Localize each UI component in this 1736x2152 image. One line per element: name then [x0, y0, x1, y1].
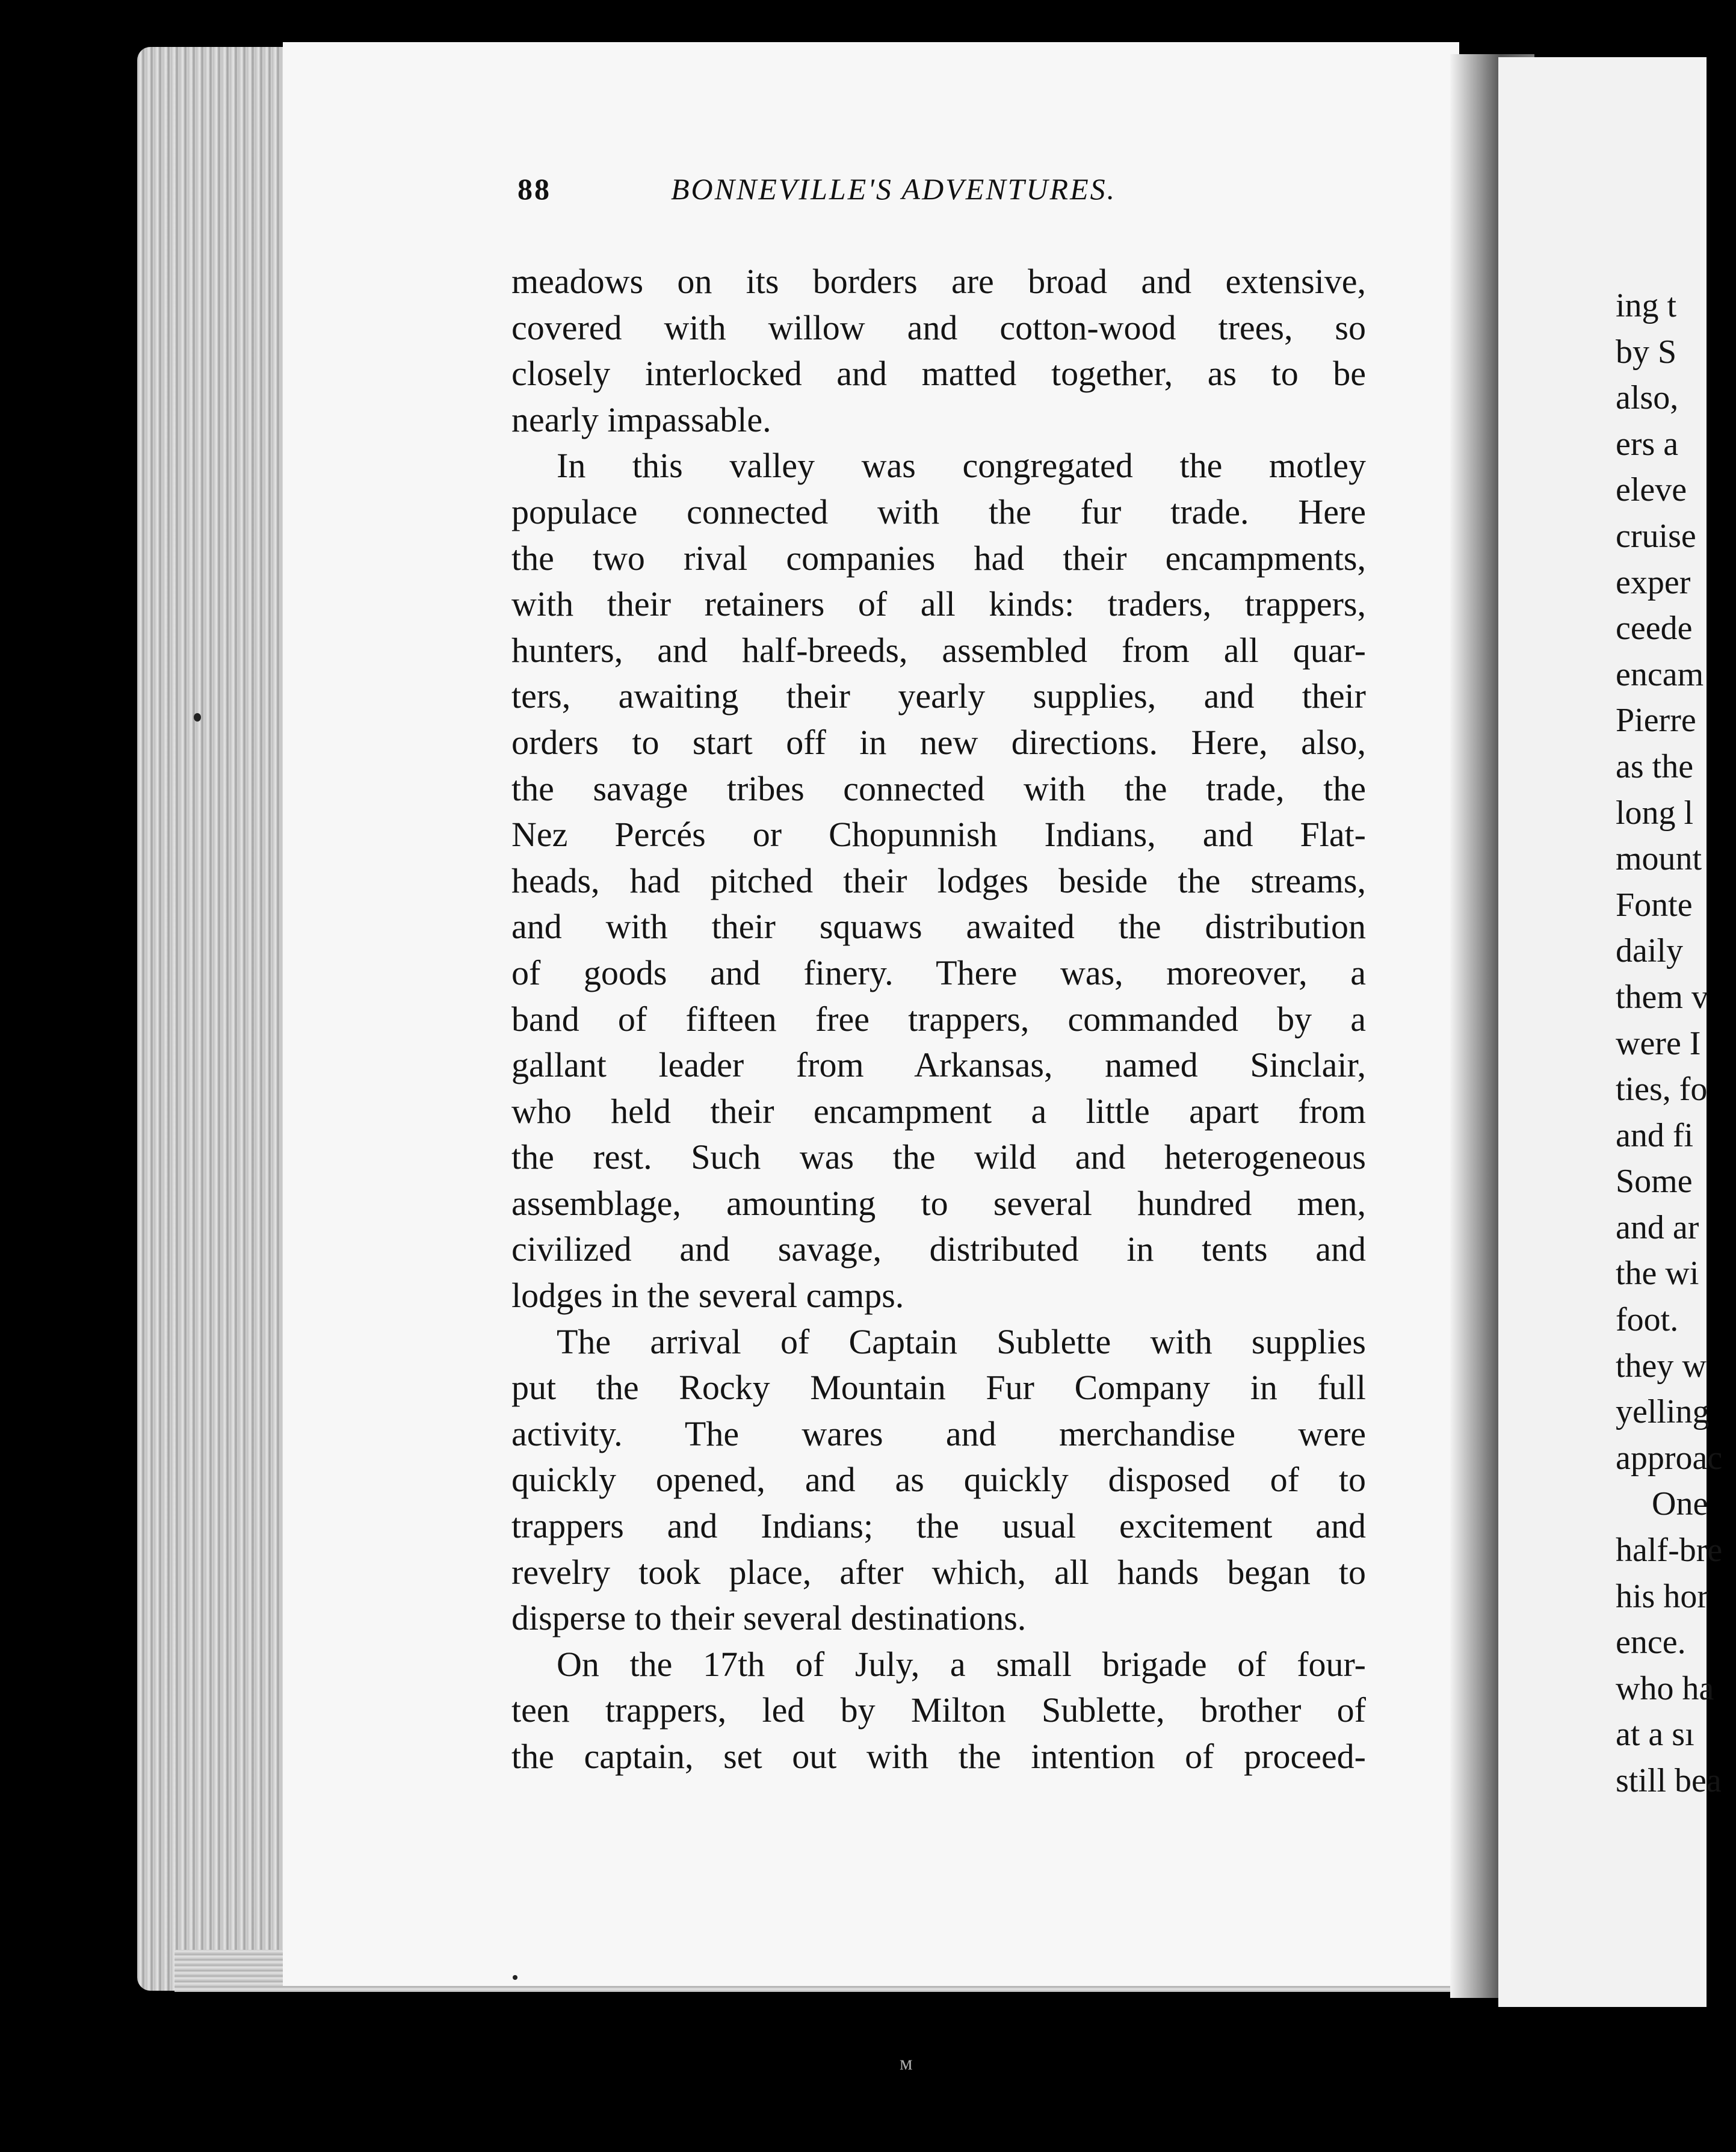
running-head: BONNEVILLE'S ADVENTURES. — [671, 172, 1117, 206]
text-line: the captain, set out with the intention of proceed- — [511, 1737, 1366, 1776]
text-line: still bea — [1616, 1762, 1722, 1799]
text-line: On the 17th of July, a small brigade of four- — [557, 1644, 1366, 1684]
text-line: with their retainers of all kinds: traders, trappers, — [511, 584, 1366, 624]
text-line: meadows on its borders are broad and extensive, — [511, 262, 1366, 301]
footer-mark: ᴍ — [900, 2052, 913, 2074]
text-line: quickly opened, and as quickly disposed of to — [511, 1460, 1366, 1500]
right-page-body — [1616, 283, 1736, 1804]
text-line: ters, awaiting their yearly supplies, and their — [511, 676, 1366, 716]
text-line: Fonte — [1616, 886, 1693, 924]
text-line: them v — [1616, 978, 1708, 1016]
text-line: also, — [1616, 379, 1679, 417]
text-line: yelling — [1616, 1393, 1710, 1431]
text-line: populace connected with the fur trade. Here — [511, 492, 1366, 531]
text-line: and ar — [1616, 1208, 1699, 1246]
text-line: civilized and savage, distributed in tents and — [511, 1229, 1366, 1269]
text-line: and with their squaws awaited the distribution — [511, 907, 1366, 947]
text-line: ence. — [1616, 1624, 1686, 1662]
text-line: by S — [1616, 333, 1677, 371]
text-line: who ha — [1616, 1669, 1714, 1707]
text-line: the rest. Such was the wild and heterogeneous — [511, 1137, 1366, 1177]
text-line: the two rival companies had their encampments, — [511, 538, 1366, 578]
text-line: long l — [1616, 794, 1694, 832]
text-line: assemblage, amounting to several hundred men, — [511, 1183, 1366, 1223]
text-line: nearly impassable. — [511, 400, 771, 439]
text-line: Some — [1616, 1163, 1693, 1201]
ink-speck — [513, 1975, 517, 1980]
ink-speck — [194, 713, 201, 722]
text-line: closely interlocked and matted together, as to be — [511, 354, 1366, 394]
text-line: disperse to their several destinations. — [511, 1598, 1027, 1638]
text-line: encam — [1616, 655, 1704, 693]
text-line: cruise — [1616, 517, 1696, 555]
text-line: mount — [1616, 840, 1702, 878]
text-line: trappers and Indians; the usual excitement and — [511, 1506, 1366, 1546]
text-line: teen trappers, led by Milton Sublette, brother of — [511, 1690, 1366, 1730]
text-line: exper — [1616, 563, 1691, 601]
text-line: Nez Percés or Chopunnish Indians, and Flat- — [511, 815, 1366, 855]
text-line: at a sı — [1616, 1716, 1694, 1754]
text-line: gallant leader from Arkansas, named Sinclair, — [511, 1045, 1366, 1085]
page-number: 88 — [517, 172, 551, 206]
text-line: the savage tribes connected with the trade, the — [511, 768, 1366, 808]
text-line: were I — [1616, 1024, 1701, 1062]
text-line: activity. The wares and merchandise were — [511, 1414, 1366, 1453]
text-line: the wi — [1616, 1255, 1699, 1293]
text-line: foot. — [1616, 1301, 1679, 1339]
text-line: covered with willow and cotton-wood trees, so — [511, 308, 1366, 347]
text-line: revelry took place, after which, all hands began to — [511, 1552, 1366, 1592]
text-line: approac — [1616, 1439, 1723, 1477]
text-line: and fi — [1616, 1116, 1694, 1154]
text-line: ceede — [1616, 610, 1693, 648]
text-line: band of fifteen free trappers, commanded by a — [511, 999, 1366, 1039]
text-line: ing t — [1616, 287, 1677, 324]
text-line: who held their encampment a little apart from — [511, 1091, 1366, 1131]
text-line: One — [1652, 1485, 1708, 1523]
text-line: Pierre — [1616, 702, 1696, 740]
text-line: put the Rocky Mountain Fur Company in full — [511, 1368, 1366, 1408]
text-line: eleve — [1616, 471, 1687, 509]
text-line: ers a — [1616, 425, 1679, 463]
text-line: The arrival of Captain Sublette with supplies — [557, 1322, 1366, 1361]
text-line: orders to start off in new directions. Here, also, — [511, 722, 1366, 762]
text-line: heads, had pitched their lodges beside the streams, — [511, 861, 1366, 900]
text-line: daily — [1616, 932, 1683, 970]
text-line: they w — [1616, 1347, 1707, 1385]
text-line: as the — [1616, 747, 1694, 785]
text-line: lodges in the several camps. — [511, 1276, 904, 1316]
text-line: his hor — [1616, 1577, 1708, 1615]
left-page-body — [511, 259, 1366, 1780]
text-line: of goods and finery. There was, moreover, a — [511, 953, 1366, 992]
text-line: ties, fo — [1616, 1071, 1708, 1108]
text-line: In this valley was congregated the motley — [557, 446, 1366, 486]
text-line: half-bre — [1616, 1532, 1723, 1569]
text-line: hunters, and half-breeds, assembled from all quar- — [511, 630, 1366, 670]
